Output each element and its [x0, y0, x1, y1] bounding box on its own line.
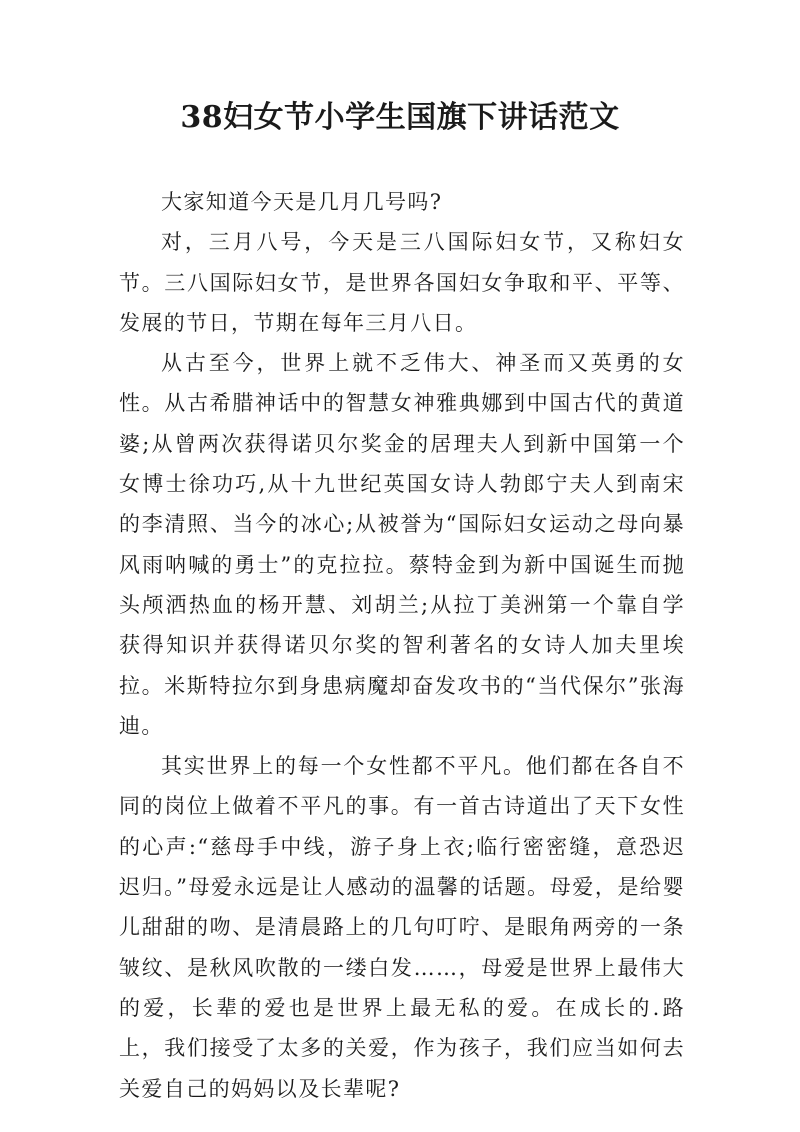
paragraph-great-women: 从古至今，世界上就不乏伟大、神圣而又英勇的女性。从古希腊神话中的智慧女神雅典娜到中国古代的黄道婆;从曾两次获得诺贝尔奖金的居理夫人到新中国第一个女博士徐功巧,从十九世纪英国女诗人勃郎宁夫人到南宋的李清照、当今的冰心;从被誉为“国际妇女运动之母向暴风雨呐喊的勇士”的克拉拉。蔡特金到为新中国诞生而抛头颅洒热血的杨开慧、刘胡兰;从拉丁美洲第一个靠自学获得知识并获得诺贝尔奖的智利著名的女诗人加夫里埃拉。米斯特拉尔到身患病魔却奋发攻书的“当代保尔”张海迪。: [119, 351, 685, 738]
paragraph-question: 大家知道今天是几月几号吗?: [161, 190, 443, 214]
document-body: [119, 182, 685, 1109]
document-title: 38妇女节小学生国旗下讲话范文: [180, 100, 620, 135]
paragraph-mothers-love: 其实世界上的每一个女性都不平凡。他们都在各自不同的岗位上做着不平凡的事。有一首古诗道出了天下女性的心声:“慈母手中线，游子身上衣;临行密密缝，意恐迟迟归。”母爱永远是让人感动的温馨的话题。母爱，是给婴儿甜甜的吻、是清晨路上的几句叮咛、是眼角两旁的一条皱纹、是秋风吹散的一缕白发……，母爱是世界上最伟大的爱，长辈的爱也是世界上最无私的爱。在成长的.路上，我们接受了太多的关爱，作为孩子，我们应当如何去关爱自己的妈妈以及长辈呢?: [119, 754, 685, 1101]
paragraph-womens-day-intro: 对，三月八号，今天是三八国际妇女节，又称妇女节。三八国际妇女节，是世界各国妇女争取和平、平等、发展的节日，节期在每年三月八日。: [119, 230, 685, 335]
